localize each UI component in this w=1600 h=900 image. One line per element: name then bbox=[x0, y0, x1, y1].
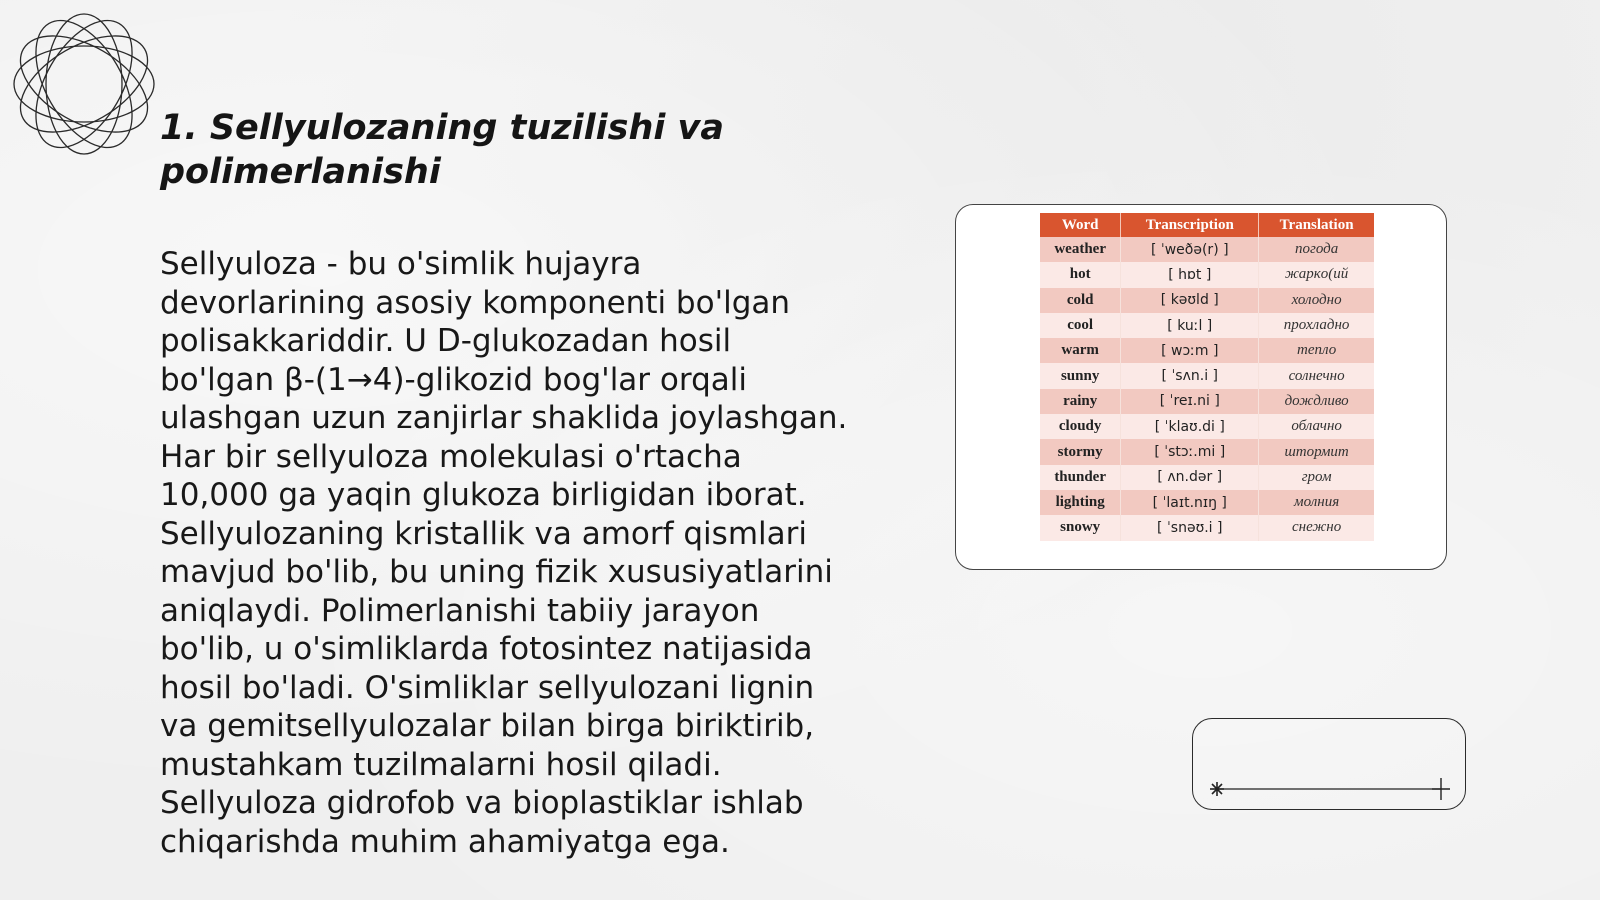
word-cell: snowy bbox=[1040, 515, 1121, 540]
plus-icon bbox=[1432, 778, 1450, 800]
translation-cell: солнечно bbox=[1259, 363, 1374, 388]
transcription-cell: [ ˈklaʊ.di ] bbox=[1121, 414, 1259, 439]
word-cell: sunny bbox=[1040, 363, 1121, 388]
translation-cell: снежно bbox=[1259, 515, 1374, 540]
word-cell: cool bbox=[1040, 313, 1121, 338]
orbit-rings-icon bbox=[10, 10, 158, 158]
table-row bbox=[1040, 490, 1374, 515]
translation-cell: жаркo(ий bbox=[1259, 262, 1374, 287]
word-cell: rainy bbox=[1040, 389, 1121, 414]
table-row bbox=[1040, 262, 1374, 287]
transcription-cell: [ wɔːm ] bbox=[1121, 338, 1259, 363]
transcription-cell: [ kuːl ] bbox=[1121, 313, 1259, 338]
decorative-slider-widget bbox=[1192, 718, 1466, 810]
transcription-cell: [ ˈreɪ.ni ] bbox=[1121, 389, 1259, 414]
word-cell: stormy bbox=[1040, 439, 1121, 464]
translation-cell: погода bbox=[1259, 237, 1374, 262]
slider-track bbox=[1193, 719, 1467, 811]
transcription-cell: [ ʌn.dər ] bbox=[1121, 465, 1259, 490]
transcription-cell: [ ˈsnəʊ.i ] bbox=[1121, 515, 1259, 540]
transcription-cell: [ ˈlaɪt.nɪŋ ] bbox=[1121, 490, 1259, 515]
table-row bbox=[1040, 338, 1374, 363]
slide-title: 1. Sellyulozaning tuzilishi va polimerlanishi bbox=[160, 108, 724, 192]
word-cell: hot bbox=[1040, 262, 1121, 287]
table-row bbox=[1040, 389, 1374, 414]
transcription-cell: [ hɒt ] bbox=[1121, 262, 1259, 287]
body-paragraph: Sellyuloza - bu o'simlik hujayra devorlarining asosiy komponenti bo'lgan polisakkariddir. U D-glukozadan hosil bo'lgan β-(1→4)-glikozid bog'lar orqali ulashgan uzun zanjirlar shaklida joylashgan. Har bir sellyuloza molekulasi o'rtacha 10,000 ga yaqin glukoza birligidan iborat. Sellyulozaning kristallik va amorf qismlari mavjud bo'lib, bu uning fizik xususiyatlarini aniqlaydi. Polimerlanishi tabiiy jarayon bo'lib, u o'simliklarda fotosintez natijasida hosil bo'ladi. O'simliklar sellyulozani lignin va gemitsellyulozalar bilan birga biriktirib, mustahkam tuzilmalarni hosil qiladi. Sellyuloza gidrofob va bioplastiklar ishlab chiqarishda muhim ahamiyatga ega. bbox=[160, 246, 848, 860]
table-row bbox=[1040, 515, 1374, 540]
word-cell: cold bbox=[1040, 288, 1121, 313]
translation-cell: гром bbox=[1259, 465, 1374, 490]
translation-cell: молния bbox=[1259, 490, 1374, 515]
vocabulary-table-card bbox=[955, 204, 1447, 570]
table-row bbox=[1040, 313, 1374, 338]
translation-cell: штормит bbox=[1259, 439, 1374, 464]
transcription-cell: [ ˈsʌn.i ] bbox=[1121, 363, 1259, 388]
table-row bbox=[1040, 237, 1374, 262]
translation-cell: тепло bbox=[1259, 338, 1374, 363]
translation-cell: облачно bbox=[1259, 414, 1374, 439]
sparkle-icon bbox=[1210, 782, 1224, 796]
column-header-word: Word bbox=[1040, 213, 1121, 237]
word-cell: warm bbox=[1040, 338, 1121, 363]
table-row bbox=[1040, 363, 1374, 388]
column-header-translation: Translation bbox=[1259, 213, 1374, 237]
transcription-cell: [ kəʊld ] bbox=[1121, 288, 1259, 313]
translation-cell: холодно bbox=[1259, 288, 1374, 313]
table-row bbox=[1040, 465, 1374, 490]
word-cell: lighting bbox=[1040, 490, 1121, 515]
table-row bbox=[1040, 288, 1374, 313]
translation-cell: дождливо bbox=[1259, 389, 1374, 414]
translation-cell: прохладно bbox=[1259, 313, 1374, 338]
transcription-cell: [ ˈstɔː.mi ] bbox=[1121, 439, 1259, 464]
word-cell: thunder bbox=[1040, 465, 1121, 490]
word-cell: weather bbox=[1040, 237, 1121, 262]
word-cell: cloudy bbox=[1040, 414, 1121, 439]
vocabulary-table bbox=[1040, 213, 1374, 541]
table-row bbox=[1040, 439, 1374, 464]
transcription-cell: [ ˈweðə(r) ] bbox=[1121, 237, 1259, 262]
column-header-transcription: Transcription bbox=[1121, 213, 1259, 237]
table-header-row bbox=[1040, 213, 1374, 237]
table-row bbox=[1040, 414, 1374, 439]
